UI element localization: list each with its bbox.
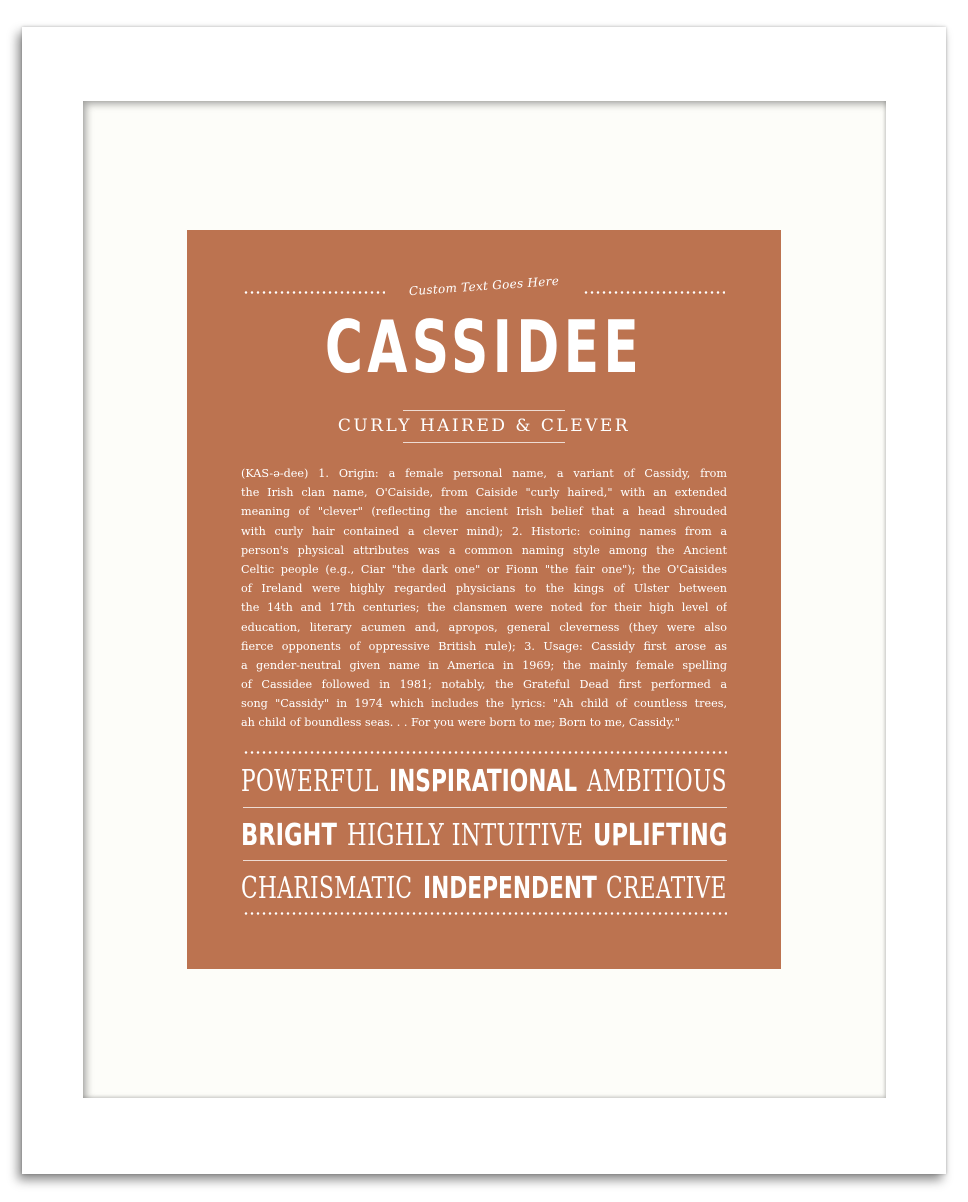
trait-word: INSPIRATIONAL (388, 764, 577, 799)
trait-word: POWERFUL (241, 764, 379, 799)
definition-line: fierce opponents of oppressive British rule); 3. Usage: Cassidy first arose as (241, 639, 727, 653)
traits-bottom-dotted-divider (243, 912, 727, 915)
trait-word: CHARISMATIC (241, 871, 413, 906)
definition-line: of Ireland were highly regarded physicians to the kings of Ulster between (241, 582, 727, 596)
definition-line: (KAS-ə-dee) 1. Origin: a female personal name, a variant of Cassidy, from (241, 467, 727, 480)
custom-text: Custom Text Goes Here (408, 273, 560, 299)
definition-line: with curly hair contained a clever mind); 2. Historic: coining names from a (241, 524, 727, 538)
tagline-top-rule (403, 410, 565, 411)
definition-line: the Irish clan name, O'Caiside, from Caiside "curly haired," with an extended (241, 486, 727, 500)
name-tagline: CURLY HAIRED & CLEVER (337, 416, 631, 436)
definition-line: meaning of "clever" (reflecting the ancient Irish belief that a head shrouded (241, 505, 727, 519)
definition-line: of Cassidee followed in 1981; notably, the Grateful Dead first performed a (241, 678, 727, 692)
trait-word: AMBITIOUS (587, 764, 728, 799)
definition-line: ah child of boundless seas. . . For you were born to me; Born to me, Cassidy." (241, 716, 680, 730)
definition-line: Celtic people (e.g., Ciar "the dark one" or Fionn "the fair one"); the O'Caisides (241, 562, 727, 576)
definition-line: person's physical attributes was a common naming style among the Ancient (241, 543, 727, 557)
trait-word: BRIGHT (241, 818, 337, 853)
top-right-dotted-divider (583, 291, 725, 294)
tagline-bottom-rule (403, 442, 565, 443)
trait-divider (243, 860, 727, 861)
name-definition (241, 464, 727, 733)
traits-top-dotted-divider (243, 751, 727, 754)
trait-divider (243, 807, 727, 808)
definition-line: a gender-neutral given name in America in 1969; the mainly female spelling (241, 658, 727, 672)
name-print (187, 230, 781, 969)
trait-word: CREATIVE (606, 871, 727, 906)
definition-line: song "Cassidy" in 1974 which includes the lyrics: "Ah child of countless trees, (241, 697, 727, 711)
trait-row-2 (241, 816, 727, 856)
trait-row-1 (241, 762, 727, 802)
name-heading: CASSIDEE (324, 305, 644, 389)
trait-word: INDEPENDENT (422, 871, 597, 906)
definition-line: education, literary acumen and, apropos, general cleverness (they were also (241, 620, 727, 634)
trait-row-3 (241, 869, 727, 909)
definition-line: the 14th and 17th centuries; the clansmen were noted for their high level of (241, 601, 727, 615)
trait-word: UPLIFTING (593, 818, 728, 853)
trait-word: HIGHLY INTUITIVE (346, 818, 584, 853)
